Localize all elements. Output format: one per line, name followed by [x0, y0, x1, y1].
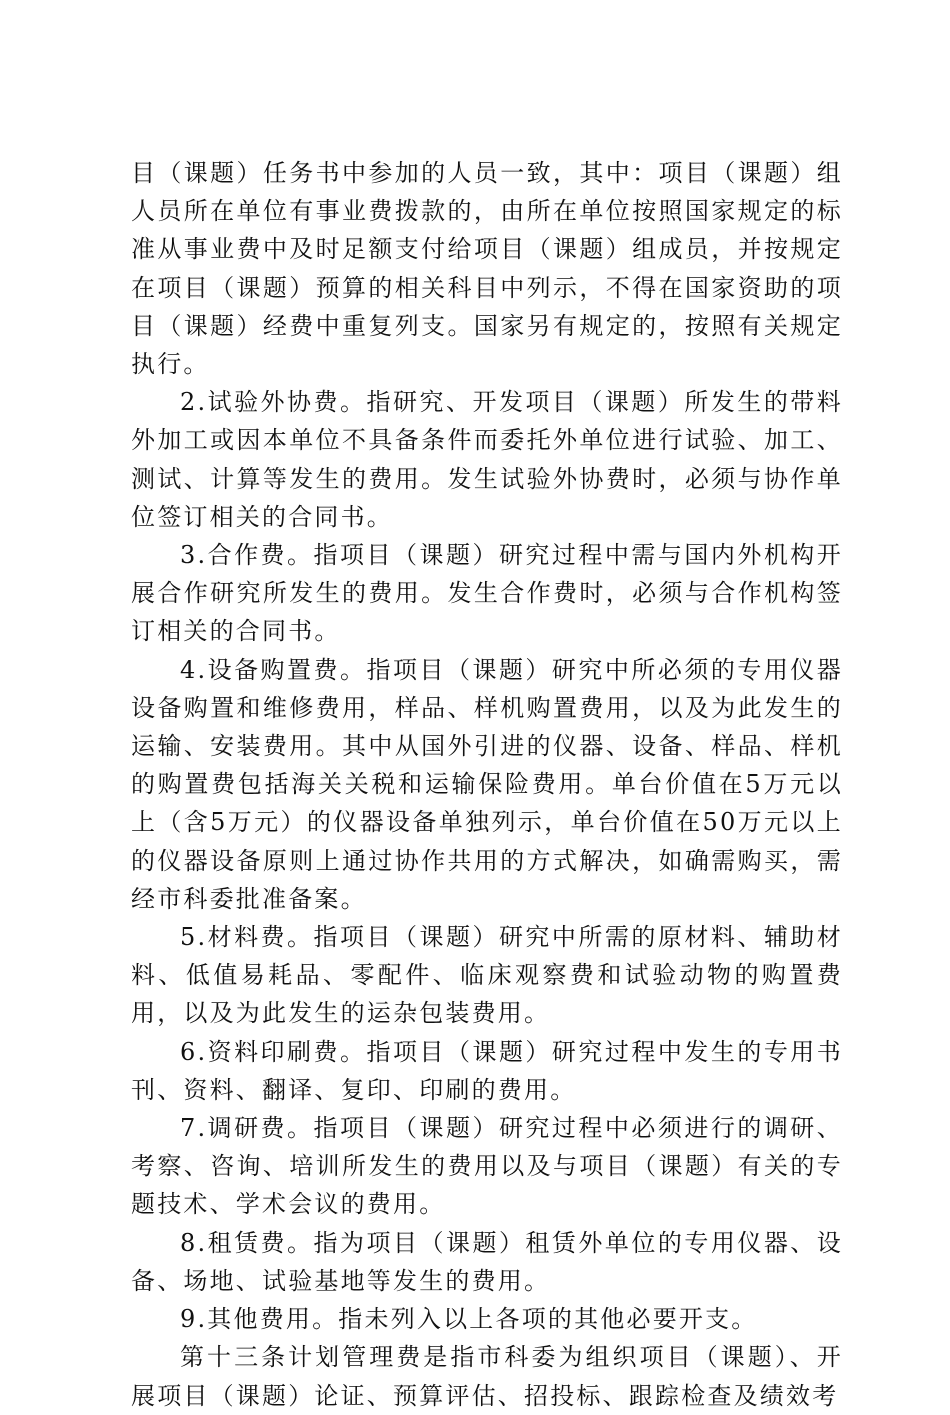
- paragraph-item-3: 3.合作费。指项目（课题）研究过程中需与国内外机构开展合作研究所发生的费用。发生合作费时，必须与合作机构签订相关的合同书。: [131, 541, 843, 646]
- paragraph-article-13: 第十三条计划管理费是指市科委为组织项目（课题）、开展项目（课题）论证、预算评估、招投标、跟踪检查及绩效考: [131, 1343, 843, 1410]
- paragraph-item-9: 9.其他费用。指未列入以上各项的其他必要开支。: [180, 1305, 758, 1334]
- paragraph-item-5: 5.材料费。指项目（课题）研究中所需的原材料、辅助材料、低值易耗品、零配件、临床观察费和试验动物的购置费用，以及为此发生的运杂包装费用。: [131, 923, 843, 1028]
- paragraph-item-2: 2.试验外协费。指研究、开发项目（课题）所发生的带料外加工或因本单位不具备条件而委托外单位进行试验、加工、测试、计算等发生的费用。发生试验外协费时，必须与协作单位签订相关的合同书。: [131, 388, 843, 531]
- paragraph-item-4: 4.设备购置费。指项目（课题）研究中所必须的专用仪器设备购置和维修费用，样品、样机购置费用，以及为此发生的运输、安装费用。其中从国外引进的仪器、设备、样品、样机的购置费包括海关关税和运输保险费用。单台价值在5万元以上（含5万元）的仪器设备单独列示，单台价值在50万元以上的仪器设备原则上通过协作共用的方式解决，如确需购买，需经市科委批准备案。: [131, 655, 843, 913]
- paragraph-item-6: 6.资料印刷费。指项目（课题）研究过程中发生的专用书刊、资料、翻译、复印、印刷的费用。: [131, 1037, 843, 1104]
- paragraph-item-7: 7.调研费。指项目（课题）研究过程中必须进行的调研、考察、咨询、培训所发生的费用以及与项目（课题）有关的专题技术、学术会议的费用。: [131, 1114, 843, 1219]
- document-body: [131, 154, 843, 1415]
- paragraph-continuation: 目（课题）任务书中参加的人员一致，其中：项目（课题）组人员所在单位有事业费拨款的，由所在单位按照国家规定的标准从事业费中及时足额支付给项目（课题）组成员，并按规定在项目（课题）预算的相关科目中列示，不得在国家资助的项目（课题）经费中重复列支。国家另有规定的，按照有关规定执行。: [131, 159, 843, 379]
- paragraph-item-8: 8.租赁费。指为项目（课题）租赁外单位的专用仪器、设备、场地、试验基地等发生的费用。: [131, 1228, 843, 1295]
